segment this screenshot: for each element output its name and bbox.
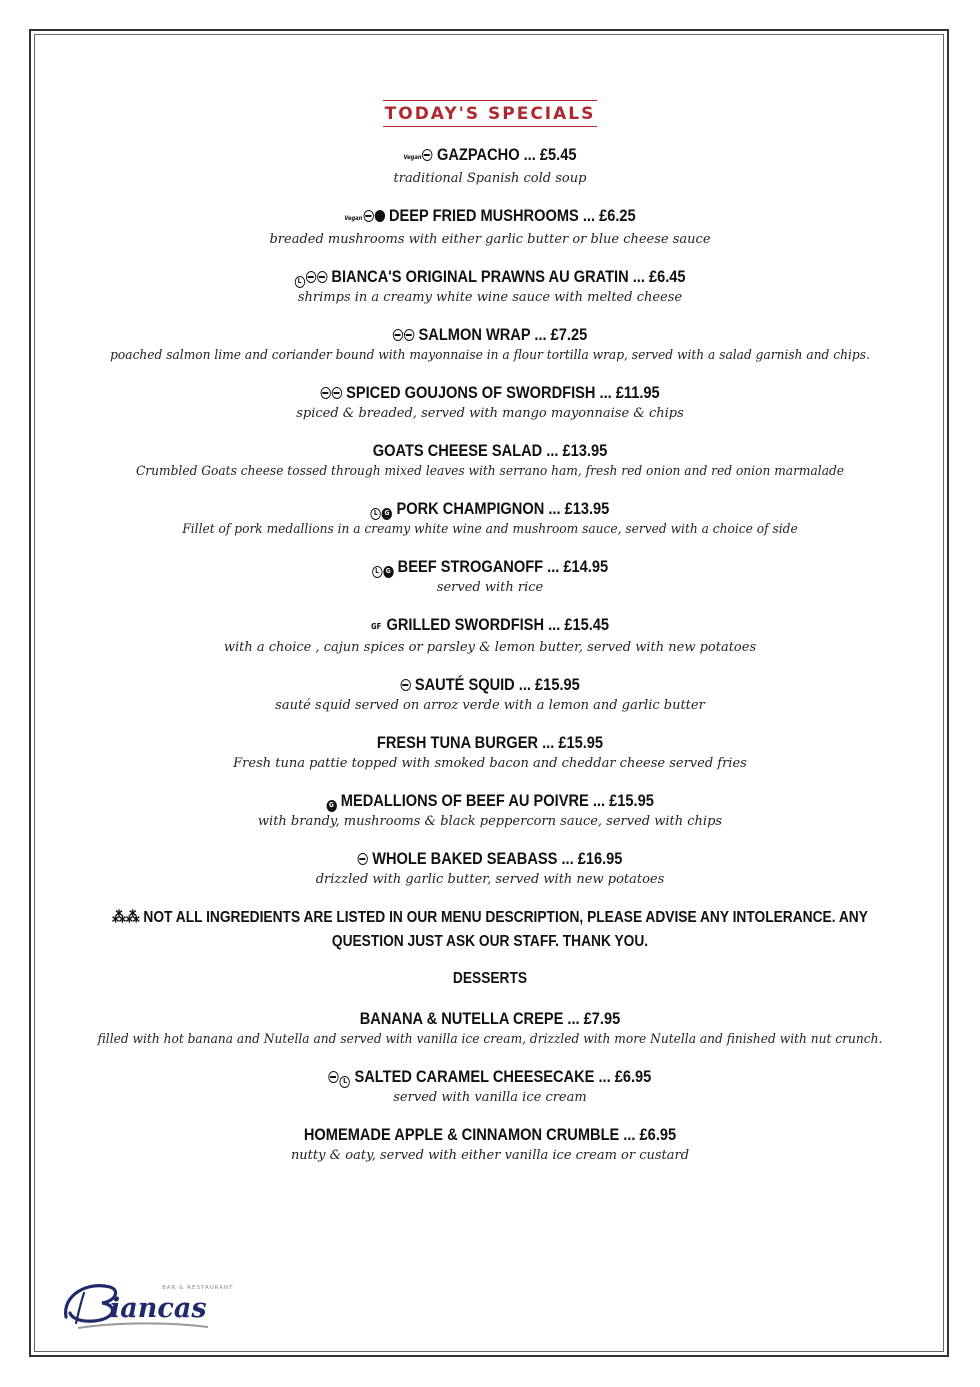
menu-item	[60, 732, 920, 773]
menu-item-name	[120, 614, 860, 638]
biancas-logo-icon	[58, 1275, 234, 1335]
menu-item-description: with brandy, mushrooms & black peppercorn sauce, served with chips	[257, 814, 723, 829]
allergen-icons	[344, 205, 385, 230]
menu-item	[60, 790, 920, 831]
allergen-icons	[371, 614, 383, 638]
menu-item-name	[120, 848, 860, 870]
lactose-icon: L	[340, 1076, 350, 1088]
menu-item-title: SPICED GOUJONS OF SWORDFISH ... £11.95	[346, 383, 660, 402]
menu-item-title: WHOLE BAKED SEABASS ... £16.95	[372, 849, 623, 868]
gluten-free-icon: G	[383, 566, 393, 578]
menu-item-name	[120, 205, 860, 230]
allergen-icons	[320, 382, 342, 404]
allergy-notice: ⁂⁂ NOT ALL INGREDIENTS ARE LISTED IN OUR MENU DESCRIPTION, PLEASE ADVISE ANY INTOLERANCE. ANY QUESTION JUST ASK OUR STAFF. THANK YOU.	[112, 909, 868, 950]
menu-item-title: BANANA & NUTELLA CREPE ... £7.95	[359, 1009, 621, 1028]
allergen-icons	[400, 674, 411, 696]
allergen-icon	[331, 387, 341, 399]
menu-item	[60, 266, 920, 307]
menu-item-title: DEEP FRIED MUSHROOMS ... £6.25	[388, 206, 636, 225]
allergen-icon	[393, 329, 403, 341]
menu-item-title: PORK CHAMPIGNON ... £13.95	[396, 499, 610, 518]
menu-item	[60, 324, 920, 365]
vegan-icon: Vegan	[403, 154, 422, 161]
desserts-heading: DESSERTS	[452, 970, 528, 987]
specials-list	[60, 144, 920, 889]
fish-icon	[404, 329, 414, 341]
gluten-free-icon: G	[326, 800, 336, 812]
allergen-icons	[393, 324, 415, 346]
menu-item-description: shrimps in a creamy white wine sauce with melted cheese	[297, 290, 683, 305]
menu-item-title: SALMON WRAP ... £7.25	[418, 325, 588, 344]
menu-item-description: breaded mushrooms with either garlic butter or blue cheese sauce	[269, 232, 711, 247]
allergen-icon	[329, 1071, 339, 1083]
menu-item-name	[120, 1124, 860, 1146]
menu-item	[60, 848, 920, 889]
menu-item-name	[120, 382, 860, 404]
allergen-icons	[372, 556, 394, 578]
menu-item-name	[120, 324, 860, 346]
lactose-icon: L	[372, 566, 382, 578]
allergen-icons	[294, 266, 328, 288]
menu-item	[60, 614, 920, 657]
menu-item-name	[120, 732, 860, 754]
menu-content	[60, 100, 920, 1182]
menu-item-description: served with vanilla ice cream	[393, 1090, 587, 1105]
allergen-icon	[400, 679, 410, 691]
menu-item-title: HOMEMADE APPLE & CINNAMON CRUMBLE ... £6.95	[303, 1125, 677, 1144]
menu-item	[60, 1008, 920, 1049]
menu-item-title: SAUTÉ SQUID ... £15.95	[414, 675, 580, 694]
svg-text:BAR & RESTAURANT: BAR & RESTAURANT	[162, 1285, 234, 1291]
specials-title: TODAY'S SPECIALS	[383, 100, 598, 127]
menu-item-description: traditional Spanish cold soup	[393, 171, 587, 186]
allergen-icons	[326, 790, 337, 812]
allergen-icon	[422, 149, 432, 161]
menu-item	[60, 498, 920, 539]
allergen-icons	[404, 144, 434, 169]
allergen-icon	[363, 210, 373, 222]
desserts-list	[60, 1008, 920, 1165]
specials-title-wrap	[60, 100, 920, 144]
gluten-free-icon: G	[382, 508, 392, 520]
menu-item-description: Fresh tuna pattie topped with smoked bacon and cheddar cheese served fries	[233, 756, 747, 771]
menu-item-description: spiced & breaded, served with mango mayonnaise & chips	[296, 406, 684, 421]
menu-item-title: BIANCA'S ORIGINAL PRAWNS AU GRATIN ... £6.45	[331, 267, 686, 286]
menu-item-name	[120, 790, 860, 812]
gluten-free-icon: GF	[370, 622, 382, 631]
menu-item-name	[120, 556, 860, 578]
menu-item-title: MEDALLIONS OF BEEF AU POIVRE ... £15.95	[340, 791, 654, 810]
lactose-icon: L	[371, 508, 381, 520]
menu-item	[60, 205, 920, 249]
menu-item-description: filled with hot banana and Nutella and served with vanilla ice cream, drizzled with more Nutella and finished with nut crunch.	[97, 1032, 883, 1047]
menu-item	[60, 440, 920, 481]
menu-item-name	[120, 1008, 860, 1030]
allergen-icons	[371, 498, 393, 520]
menu-item-name	[120, 144, 860, 169]
fish-icon	[320, 387, 330, 399]
fish-icon	[317, 271, 327, 283]
biancas-logo	[58, 1275, 234, 1335]
vegan-icon: Vegan	[344, 215, 363, 222]
menu-item-name	[120, 266, 860, 288]
menu-item	[60, 556, 920, 597]
lactose-icon: L	[294, 276, 304, 288]
svg-text:iancas: iancas	[110, 1293, 207, 1324]
menu-item-description: with a choice , cajun spices or parsley & lemon butter, served with new potatoes	[223, 640, 757, 655]
menu-item-title: GAZPACHO ... £5.45	[436, 145, 577, 164]
menu-item-name	[120, 440, 860, 462]
allergen-icons	[358, 848, 369, 870]
fish-icon	[358, 853, 368, 865]
menu-item-name	[120, 1066, 860, 1088]
menu-item-description: poached salmon lime and coriander bound with mayonnaise in a flour tortilla wrap, served with a salad garnish and chips.	[110, 348, 870, 363]
allergen-dot-icon	[374, 210, 384, 222]
menu-item-name	[120, 674, 860, 696]
menu-item-description: nutty & oaty, served with either vanilla ice cream or custard	[290, 1148, 690, 1163]
menu-item-title: GRILLED SWORDFISH ... £15.45	[386, 615, 610, 634]
menu-item	[60, 382, 920, 423]
menu-item	[60, 144, 920, 188]
menu-item-title: SALTED CARAMEL CHEESECAKE ... £6.95	[354, 1067, 652, 1086]
menu-item-description: drizzled with garlic butter, served with new potatoes	[315, 872, 665, 887]
menu-item-description: sauté squid served on arroz verde with a lemon and garlic butter	[275, 698, 705, 713]
allergen-icon	[306, 271, 316, 283]
menu-item-name	[120, 498, 860, 520]
menu-item-title: BEEF STROGANOFF ... £14.95	[397, 557, 609, 576]
menu-item	[60, 674, 920, 715]
menu-item-title: GOATS CHEESE SALAD ... £13.95	[372, 441, 608, 460]
allergen-icons	[329, 1066, 351, 1088]
menu-item-description: Crumbled Goats cheese tossed through mixed leaves with serrano ham, fresh red onion and red onion marmalade	[135, 464, 845, 479]
menu-item	[60, 1066, 920, 1107]
menu-item-description: Fillet of pork medallions in a creamy white wine and mushroom sauce, served with a choice of side	[182, 522, 798, 537]
menu-item-title: FRESH TUNA BURGER ... £15.95	[376, 733, 604, 752]
menu-item	[60, 1124, 920, 1165]
menu-item-description: served with rice	[436, 580, 544, 595]
